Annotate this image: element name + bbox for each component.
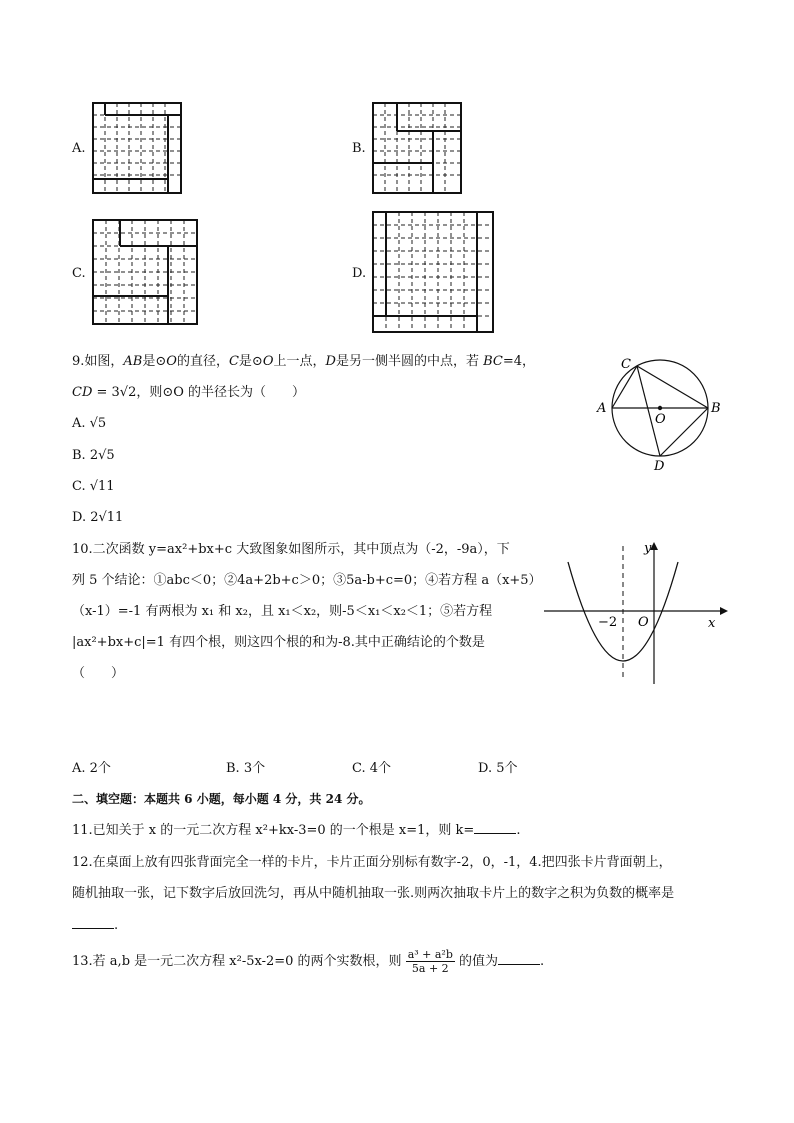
q13-text: 13.若 a,b 是一元二次方程 x²-5x-2=0 的两个实数根，则	[72, 954, 402, 969]
q9-var-ab: AB	[123, 354, 143, 369]
q9-equation: = 3√2	[92, 385, 137, 400]
chord-cb	[637, 366, 708, 408]
chord-ca	[612, 366, 637, 408]
option-d-label: D.	[352, 266, 367, 281]
x-axis-arrow	[720, 607, 728, 615]
q10-line3: （x-1）=-1 有两根为 x₁ 和 x₂，且 x₁＜x₂，则-5＜x₁＜x₂＜1；⑤若方程	[72, 604, 493, 619]
option-b-label: B.	[352, 141, 366, 156]
q9-option-c: C. √11	[72, 479, 115, 494]
y-axis-label: y	[644, 541, 652, 556]
q13-line	[72, 948, 544, 975]
q13-fraction-denominator: 5a + 2	[411, 962, 449, 975]
tick-label-neg2: −2	[598, 615, 618, 630]
q9-text: 9.如图，	[72, 354, 124, 369]
q9-text: 上一点，	[273, 354, 326, 369]
q12-answer-blank[interactable]	[72, 915, 114, 929]
q9-var-cd: CD	[72, 385, 93, 400]
q12-line2: 随机抽取一张，记下数字后放回洗匀，再从中随机抽取一张.则两次抽取卡片上的数字之积为负数的概率是	[72, 886, 675, 901]
q9-line2	[72, 383, 305, 403]
point-o-label: O	[655, 412, 666, 427]
option-a-grid-figure	[90, 101, 186, 197]
q11-answer-blank[interactable]	[474, 820, 516, 834]
q10-line2: 列 5 个结论：①abc＜0；②4a+2b+c＞0；③5a-b+c=0；④若方程 a（x+5）	[72, 573, 542, 588]
chord-db	[660, 408, 708, 456]
q9-line1	[72, 352, 535, 372]
q9-text: 是⊙	[238, 354, 263, 369]
q10-parabola-figure	[540, 538, 730, 688]
q10-option-b: B. 3个	[226, 761, 266, 776]
option-b-grid-figure	[370, 101, 466, 197]
q9-text: 是另一侧半圆的中点，若	[335, 354, 484, 369]
q9-circle-figure	[590, 352, 730, 477]
q10-option-c: C. 4个	[352, 761, 392, 776]
option-a-label: A.	[72, 141, 86, 156]
section-title-fill-in: 二、填空题：本题共 6 小题，每小题 4 分，共 24 分。	[72, 792, 371, 806]
option-d-grid-figure	[370, 210, 496, 336]
point-c-label: C	[621, 357, 631, 372]
chord-cd	[637, 366, 660, 456]
q13-fraction	[406, 948, 455, 975]
q9-option-d: D. 2√11	[72, 510, 124, 525]
point-b-label: B	[711, 401, 721, 416]
point-a-label: A	[597, 401, 607, 416]
origin-label: O	[638, 615, 649, 630]
q10-option-d: D. 5个	[478, 761, 518, 776]
q13-text-end: 的值为	[459, 954, 499, 969]
q13-answer-blank[interactable]	[498, 951, 540, 965]
q13-fraction-numerator: a³ + a²b	[407, 948, 453, 961]
option-c-label: C.	[72, 266, 86, 281]
q12-period: .	[114, 918, 119, 933]
q10-line1: 10.二次函数 y=ax²+bx+c 大致图象如图所示，其中顶点为（-2，-9a），下	[72, 542, 510, 557]
q9-text: 是⊙	[142, 354, 167, 369]
q9-text: =4，	[502, 354, 535, 369]
q9-text: 的直径，	[176, 354, 229, 369]
q12-line1: 12.在桌面上放有四张背面完全一样的卡片，卡片正面分别标有数字-2，0，-1，4.把四张卡片背面朝上，	[72, 855, 672, 870]
q9-option-a: A. √5	[72, 416, 107, 431]
q9-var-o: O	[166, 354, 177, 369]
x-axis-label: x	[708, 616, 716, 631]
q11-line	[72, 820, 520, 841]
q9-question-end: ，则⊙O 的半径长为（ ）	[136, 385, 306, 400]
point-d-label: D	[654, 459, 665, 474]
q11-period: .	[516, 823, 521, 838]
q10-line5: （ ）	[72, 666, 125, 681]
q9-var-c: C	[228, 354, 239, 369]
q9-var-o: O	[262, 354, 274, 369]
option-c-grid-figure	[90, 218, 200, 328]
q10-line4: |ax²+bx+c|=1 有四个根，则这四个根的和为-8.其中正确结论的个数是	[72, 635, 485, 650]
q9-option-b: B. 2√5	[72, 448, 115, 463]
q13-period: .	[540, 954, 545, 969]
q9-var-bc: BC	[483, 354, 503, 369]
q10-option-a: A. 2个	[72, 761, 111, 776]
center-point	[658, 406, 662, 410]
q12-line3	[72, 915, 118, 936]
q9-var-d: D	[325, 354, 336, 369]
q11-text: 11.已知关于 x 的一元二次方程 x²+kx-3=0 的一个根是 x=1，则 k=	[72, 823, 475, 838]
